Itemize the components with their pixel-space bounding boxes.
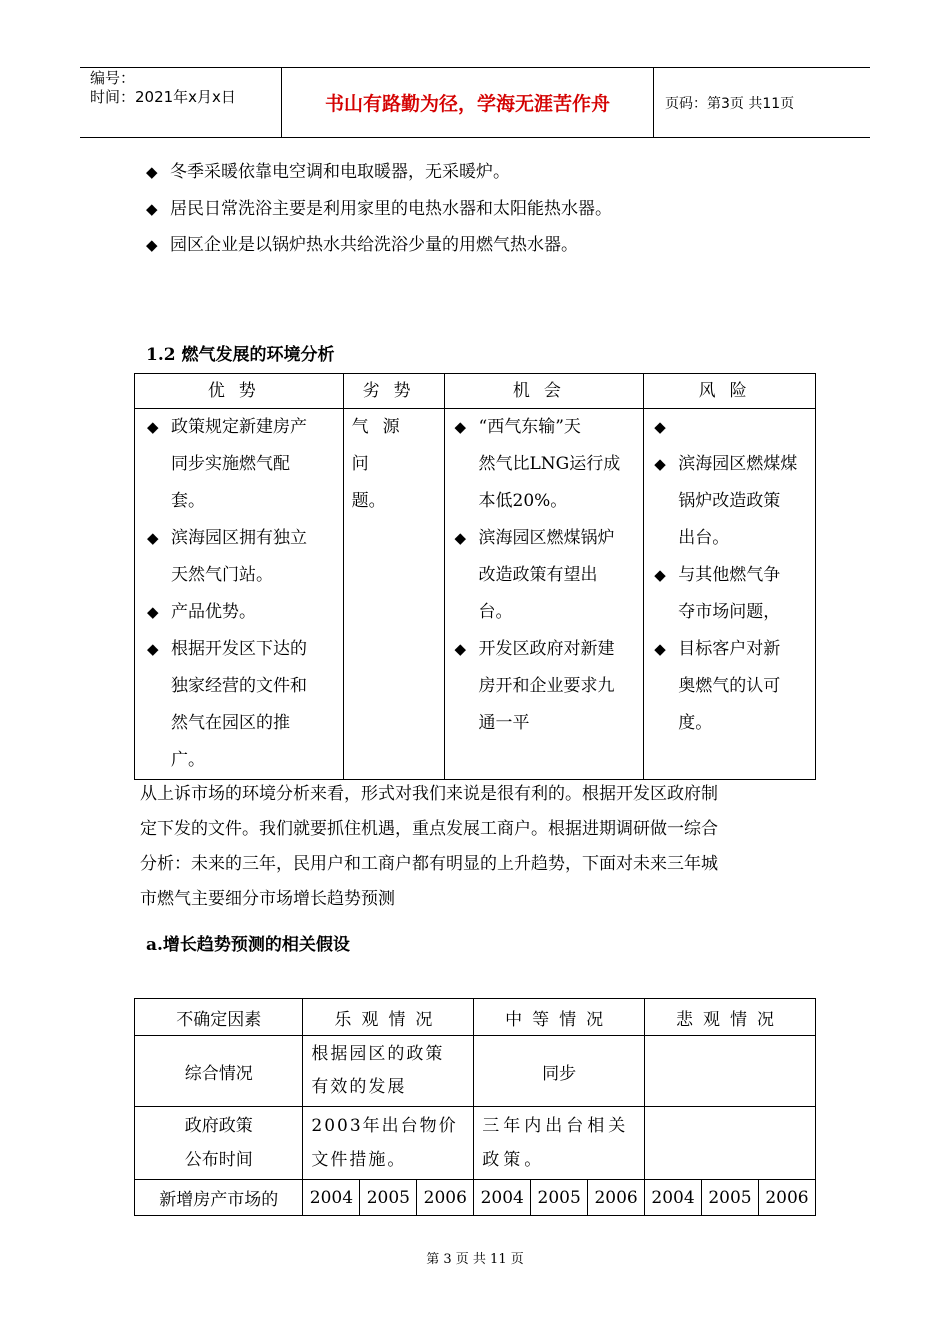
page-header xyxy=(80,67,870,138)
assumptions-table xyxy=(134,998,816,1216)
diamond-bullet-icon: ◆ xyxy=(146,236,158,254)
bullet-item: ◆ 居民日常洗浴主要是利用家里的电热水器和太阳能热水器。 xyxy=(146,199,612,219)
diamond-bullet-icon: ◆ xyxy=(454,418,467,436)
swot-header-weaknesses: 劣势 xyxy=(343,374,444,409)
document-number: 编号： xyxy=(90,69,136,87)
year-cell: 2006 xyxy=(417,1180,474,1216)
assump-cell: 同步 xyxy=(474,1036,645,1107)
swot-item: ◆ 根据开发区下达的 独家经营的文件和 然气在园区的推 广。 xyxy=(147,631,337,779)
swot-strengths-cell xyxy=(135,409,344,780)
assump-cell: 根据园区的政策 有效的发展 xyxy=(303,1036,474,1107)
swot-weaknesses-cell: 气源问 题。 xyxy=(343,409,444,780)
diamond-bullet-icon: ◆ xyxy=(654,455,666,473)
swot-header-risks: 风险 xyxy=(644,374,816,409)
diamond-bullet-icon: ◆ xyxy=(146,163,158,181)
swot-item: ◆ 目标客户对新 奥燃气的认可 度。 xyxy=(654,631,807,742)
swot-header-strengths: 优势 xyxy=(135,374,344,409)
diamond-bullet-icon: ◆ xyxy=(454,529,467,547)
assump-header-factor: 不确定因素 xyxy=(135,999,303,1036)
diamond-bullet-icon: ◆ xyxy=(654,640,666,658)
diamond-bullet-icon: ◆ xyxy=(147,640,159,658)
assump-cell: 2003年出台物价 文件措施。 xyxy=(303,1107,474,1180)
swot-risks-cell xyxy=(644,409,816,780)
swot-item: ◆ “西气东输”天 然气比LNG运行成 本低20%。 xyxy=(455,409,636,520)
year-cell: 2006 xyxy=(758,1180,815,1216)
assump-row-label: 政府政策 公布时间 xyxy=(135,1107,303,1180)
swot-item xyxy=(654,409,807,446)
assump-header-pessimistic: 悲观情况 xyxy=(645,999,816,1036)
swot-table xyxy=(134,373,816,780)
header-meta xyxy=(80,68,282,137)
swot-item: ◆ 滨海园区拥有独立 天然气门站。 xyxy=(147,520,337,594)
diamond-bullet-icon: ◆ xyxy=(147,603,159,621)
year-cell: 2004 xyxy=(474,1180,531,1216)
page-info: 页码：第3页 共11页 xyxy=(665,95,795,112)
assump-header-medium: 中等情况 xyxy=(474,999,645,1036)
assump-header-optimistic: 乐观情况 xyxy=(303,999,474,1036)
year-cell: 2005 xyxy=(360,1180,417,1216)
bullet-item: ◆ 冬季采暖依靠电空调和电取暖器，无采暖炉。 xyxy=(146,162,510,182)
section-title: 1.2 燃气发展的环境分析 xyxy=(146,345,335,365)
assump-row-label: 新增房产市场的 xyxy=(135,1180,303,1216)
year-cell: 2005 xyxy=(701,1180,758,1216)
diamond-bullet-icon: ◆ xyxy=(654,418,666,436)
year-cell: 2005 xyxy=(531,1180,588,1216)
page-footer: 第 3 页 共 11 页 xyxy=(426,1252,524,1267)
assump-row-label: 综合情况 xyxy=(135,1036,303,1107)
swot-item: ◆ 产品优势。 xyxy=(147,594,337,631)
year-cell: 2006 xyxy=(588,1180,645,1216)
swot-item: ◆ 政策规定新建房产 同步实施燃气配 套。 xyxy=(147,409,337,520)
diamond-bullet-icon: ◆ xyxy=(654,566,666,584)
year-cell: 2004 xyxy=(303,1180,360,1216)
swot-opportunities-cell xyxy=(444,409,644,780)
diamond-bullet-icon: ◆ xyxy=(146,200,158,218)
assump-cell xyxy=(645,1036,816,1107)
subsection-title: a.增长趋势预测的相关假设 xyxy=(146,935,350,955)
bullet-item: ◆ 园区企业是以锅炉热水共给洗浴少量的用燃气热水器。 xyxy=(146,235,578,255)
assump-cell xyxy=(645,1107,816,1180)
swot-item: ◆ 与其他燃气争 夺市场问题， xyxy=(654,557,807,631)
swot-item: ◆ 滨海园区燃煤煤 锅炉改造政策 出台。 xyxy=(654,446,807,557)
assump-cell: 三年内出台相关 政策。 xyxy=(474,1107,645,1180)
analysis-paragraph: 从上诉市场的环境分析来看，形式对我们来说是很有利的。根据开发区政府制 定下发的文件。我们就要抓住机遇，重点发展工商户。根据进期调研做一综合 分析：未来的三年，民用户和工商户都有明显的上升趋势，下面对未来三年城 市燃气主要细分市场增长趋势预测 xyxy=(140,784,718,909)
header-motto: 书山有路勤为径，学海无涯苦作舟 xyxy=(282,68,654,137)
document-date: 时间：2021年x月x日 xyxy=(90,88,236,106)
swot-item: ◆ 滨海园区燃煤锅炉 改造政策有望出 台。 xyxy=(455,520,636,631)
diamond-bullet-icon: ◆ xyxy=(147,418,159,436)
diamond-bullet-icon: ◆ xyxy=(454,640,467,658)
diamond-bullet-icon: ◆ xyxy=(147,529,159,547)
year-cell: 2004 xyxy=(645,1180,702,1216)
swot-item: ◆ 开发区政府对新建 房开和企业要求九 通一平 xyxy=(455,631,636,742)
swot-header-opportunities: 机会 xyxy=(444,374,644,409)
